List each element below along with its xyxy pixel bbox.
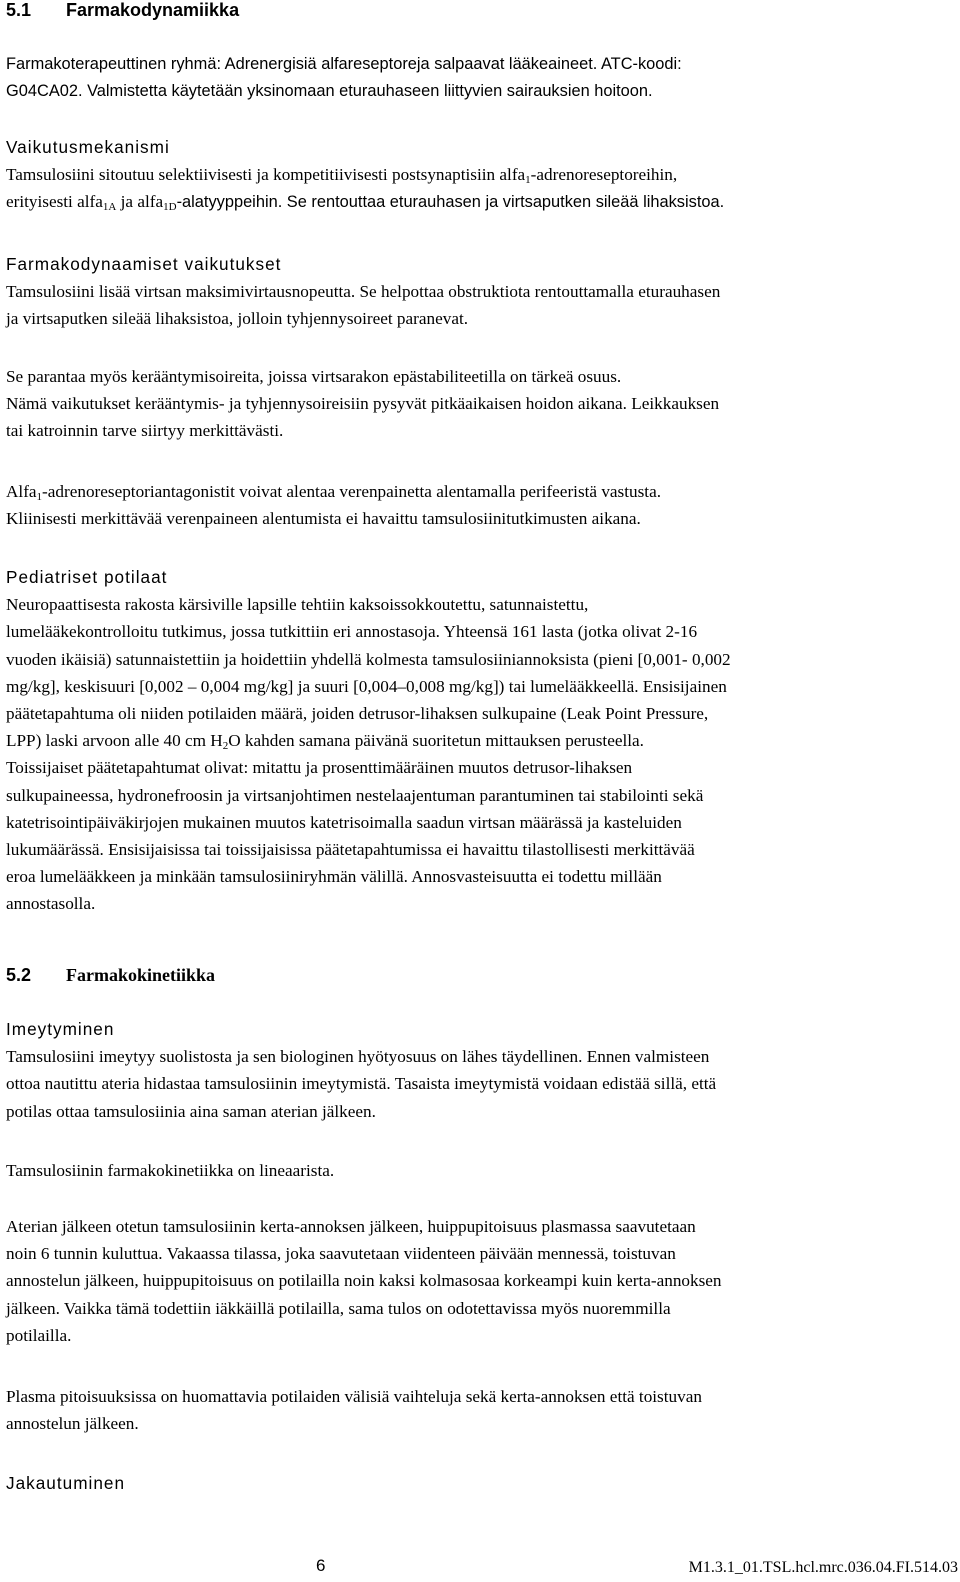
section-title: Farmakodynamiikka bbox=[66, 0, 240, 20]
text-line: Aterian jälkeen otetun tamsulosiinin kerta-annoksen jälkeen, huippupitoisuus plasmassa saavutetaan bbox=[6, 1217, 696, 1236]
section-distribution bbox=[6, 1470, 954, 1497]
text-line: tai katroinnin tarve siirtyy merkittävästi. bbox=[6, 421, 284, 441]
text-line: erityisesti alfa$_{1A}$ ja alfa$_{1D}$-alatyyppeihin. Se rentouttaa eturauhasen ja virtsaputken sileää lihaksistoa. bbox=[6, 192, 725, 214]
subheading-effects: Farmakodynaamiset vaikutukset bbox=[6, 254, 282, 274]
section-mechanism bbox=[6, 134, 954, 217]
text-line: G04CA02. Valmistetta käytetään yksinomaan eturauhaseen liittyvien sairauksien hoitoon. bbox=[6, 82, 653, 101]
text-line: LPP) laski arvoon alle 40 cm $H_2O$ kahden samana päivänä suoritetun mittauksen perusteella. bbox=[6, 731, 644, 753]
text-line: Toissijaiset päätetapahtumat olivat: mitattu ja prosenttimääräinen muutos detrusor-lihaksen bbox=[6, 758, 633, 778]
text-line: annostelun jälkeen. bbox=[6, 1414, 139, 1434]
text-line: katetrisointipäiväkirjojen mukainen muutos katetrisoimalla saadun virtsan määrässä ja kasteluiden bbox=[6, 812, 682, 832]
text-line: jälkeen. Vaikka tämä todettiin iäkkäillä potilailla, sama tulos on odotettavissa myös nuoremmilla bbox=[6, 1298, 671, 1318]
text-line: mg/kg], keskisuuri [0,002 – 0,004 mg/kg] ja suuri [0,004–0,008 mg/kg]) tai lumelääkkeellä. Ensisijainen bbox=[6, 676, 727, 696]
text-line: Neuropaattisesta rakosta kärsiville lapsille tehtiin kaksoissokkoutettu, satunnaistettu, bbox=[6, 595, 589, 615]
section-absorption bbox=[6, 1016, 954, 1125]
text-line: lumelääkekontrolloitu tutkimus, jossa tutkittiin eri annostasoja. Yhteensä 161 lasta (jotka olivat 2-16 bbox=[6, 622, 698, 642]
paragraph-linear bbox=[6, 1157, 954, 1184]
paragraph-plasma-variation bbox=[6, 1383, 954, 1437]
text-line: Se parantaa myös kerääntymisoireita, joissa virtsarakon epästabiliteetilla on tärkeä osuus. bbox=[6, 367, 622, 386]
subheading-mechanism: Vaikutusmekanismi bbox=[6, 137, 170, 157]
text-line: Plasma pitoisuuksissa on huomattavia potilaiden välisiä vaihteluja sekä kerta-annoksen että toistuvan bbox=[6, 1387, 702, 1406]
text-line: päätetapahtuma oli niiden potilaiden määrä, joiden detrusor-lihaksen sulkupaine (Leak Point Pressure, bbox=[6, 704, 709, 724]
text-line: potilas ottaa tamsulosiinia aina saman aterian jälkeen. bbox=[6, 1101, 376, 1121]
section-heading-5-2 bbox=[6, 962, 954, 989]
text-line: ja virtsaputken sileää lihaksistoa, jolloin tyhjennysoireet paranevat. bbox=[6, 309, 469, 329]
section-heading-5-1 bbox=[6, 0, 239, 24]
page-number: 6 bbox=[316, 1556, 326, 1575]
text-line: ottoa nautittu ateria hidastaa tamsulosiinin imeytymistä. Tasaista imeytymistä voidaan edistää sillä, että bbox=[6, 1074, 717, 1094]
paragraph-therapeutic-group bbox=[6, 51, 954, 105]
section-number: 5.2 bbox=[6, 965, 32, 985]
text-line: Tamsulosiini sitoutuu selektiivisesti ja kompetitiivisesti postsynaptisiin alfa$_1$-adrenoreseptoreihin, bbox=[6, 165, 678, 187]
page-footer bbox=[6, 1546, 960, 1576]
text-line: noin 6 tunnin kuluttua. Vakaassa tilassa, joka saavutetaan viidenteen päivään mennessä, toistuvan bbox=[6, 1244, 676, 1264]
text-line: Tamsulosiinin farmakokinetiikka on lineaarista. bbox=[6, 1161, 335, 1180]
subheading-pediatric: Pediatriset potilaat bbox=[6, 567, 168, 587]
text-line: lukumäärässä. Ensisijaisissa tai toissijaisissa päätetapahtumissa ei havaittu tilastollisesti merkittävää bbox=[6, 840, 695, 860]
text-line: Farmakoterapeuttinen ryhmä: Adrenergisiä alfareseptoreja salpaavat lääkeaineet. ATC-koodi: bbox=[6, 55, 682, 73]
text-line: Kliinisesti merkittävää verenpaineen alentumista ei havaittu tamsulosiinitutkimusten aikana. bbox=[6, 509, 641, 529]
subheading-distribution: Jakautuminen bbox=[6, 1473, 126, 1493]
section-pharmacodynamic-effects bbox=[6, 251, 954, 333]
text-line: potilailla. bbox=[6, 1325, 72, 1345]
document-code: M1.3.1_01.TSL.hcl.mrc.036.04.FI.514.03 bbox=[688, 1559, 958, 1576]
text-line: Alfa$_1$-adrenoreseptoriantagonistit voivat alentaa verenpainetta alentamalla perifeeristä vastusta. bbox=[6, 482, 661, 503]
paragraph-storage-symptoms bbox=[6, 363, 954, 445]
section-pediatric bbox=[6, 564, 954, 918]
text-line: eroa lumelääkkeen ja minkään tamsulosiiniryhmän välillä. Annosvasteisuutta ei todettu millään bbox=[6, 867, 662, 887]
subheading-absorption: Imeytyminen bbox=[6, 1019, 115, 1039]
paragraph-after-meal bbox=[6, 1213, 954, 1349]
text-line: Tamsulosiini imeytyy suolistosta ja sen biologinen hyötyosuus on lähes täydellinen. Ennen valmisteen bbox=[6, 1047, 710, 1067]
text-line: sulkupaineessa, hydronefroosin ja virtsanjohtimen nestelaajentuman parantuminen tai stabilointi sekä bbox=[6, 785, 704, 805]
section-number: 5.1 bbox=[6, 0, 32, 20]
section-title: Farmakokinetiikka bbox=[66, 965, 216, 985]
text-line: annostasolla. bbox=[6, 894, 96, 914]
text-line: vuoden ikäisiä) satunnaistettiin ja hoidettiin yhdellä kolmesta tamsulosiiniannoksista (pieni [0,001- 0,002 bbox=[6, 649, 731, 669]
paragraph-alpha-antagonists bbox=[6, 478, 954, 532]
text-line: annostelun jälkeen, huippupitoisuus on potilailla noin kaksi kolmasosaa korkeampi kuin kerta-annoksen bbox=[6, 1271, 722, 1291]
text-line: Tamsulosiini lisää virtsan maksimivirtausnopeutta. Se helpottaa obstruktiota rentouttamalla eturauhasen bbox=[6, 282, 721, 302]
text-line: Nämä vaikutukset kerääntymis- ja tyhjennysoireisiin pysyvät pitkäaikaisen hoidon aikana. Leikkauksen bbox=[6, 394, 720, 414]
